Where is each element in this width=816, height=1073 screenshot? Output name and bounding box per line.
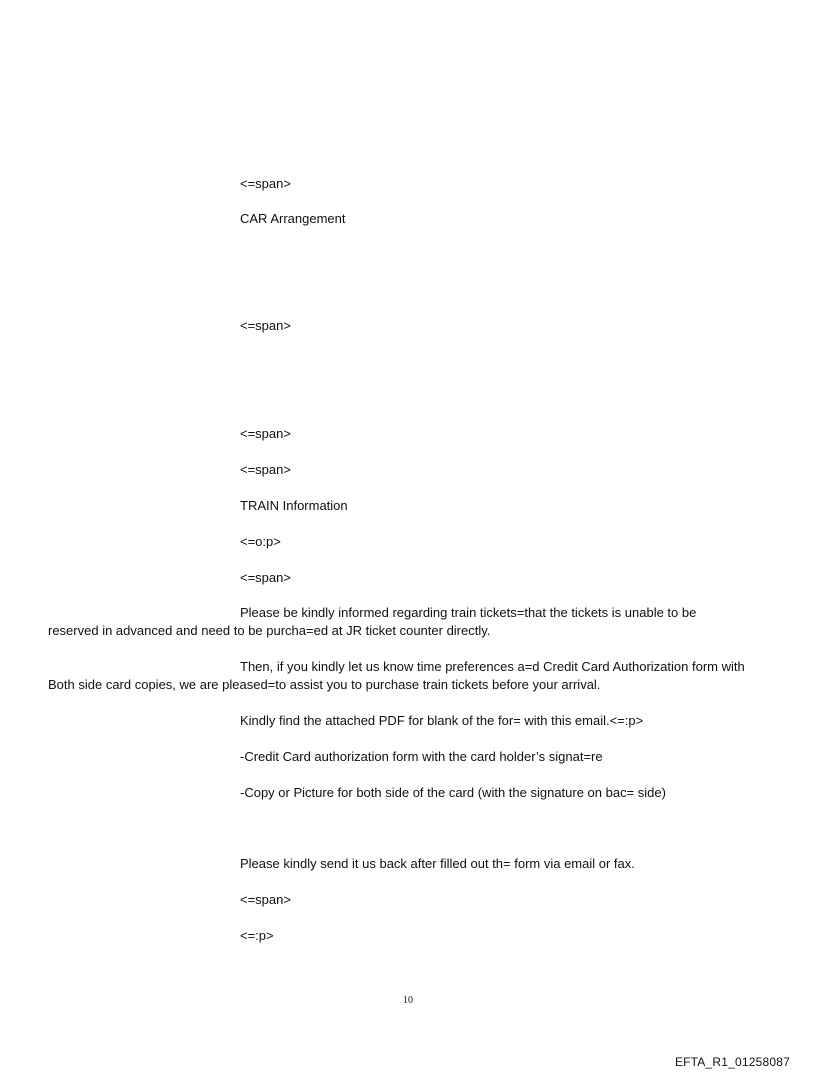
card-copy-item: -Copy or Picture for both side of the card (with the signature on bac= side) xyxy=(240,785,666,800)
train-tickets-paragraph: Please be kindly informed regarding train tickets=that the tickets is unable to be reserved in advanced and need to be purcha=ed at JR ticket counter directly. xyxy=(48,605,697,638)
span-tag-line-4: <=span> xyxy=(240,462,291,477)
p-tag-line: <=:p> xyxy=(240,928,274,943)
span-tag-line-2: <=span> xyxy=(240,318,291,333)
span-tag-line-1: <=span> xyxy=(240,176,291,191)
op-tag-line: <=o:p> xyxy=(240,534,281,549)
attached-pdf-line: Kindly find the attached PDF for blank of the for= with this email.<=:p> xyxy=(240,713,644,728)
page-number: 10 xyxy=(403,995,413,1006)
document-id: EFTA_R1_01258087 xyxy=(674,1055,790,1069)
send-back-line: Please kindly send it us back after filled out th= form via email or fax. xyxy=(240,856,635,871)
span-tag-line-5: <=span> xyxy=(240,570,291,585)
train-information-heading: TRAIN Information xyxy=(240,498,348,513)
car-arrangement-heading: CAR Arrangement xyxy=(240,211,346,226)
authorization-form-item: -Credit Card authorization form with the card holder’s signat=re xyxy=(240,749,603,764)
span-tag-line-6: <=span> xyxy=(240,892,291,907)
preferences-paragraph: Then, if you kindly let us know time preferences a=d Credit Card Authorization form with Both side card copies, we are pleased=to assist you to purchase train tickets before your arrival. xyxy=(48,659,745,692)
span-tag-line-3: <=span> xyxy=(240,426,291,441)
